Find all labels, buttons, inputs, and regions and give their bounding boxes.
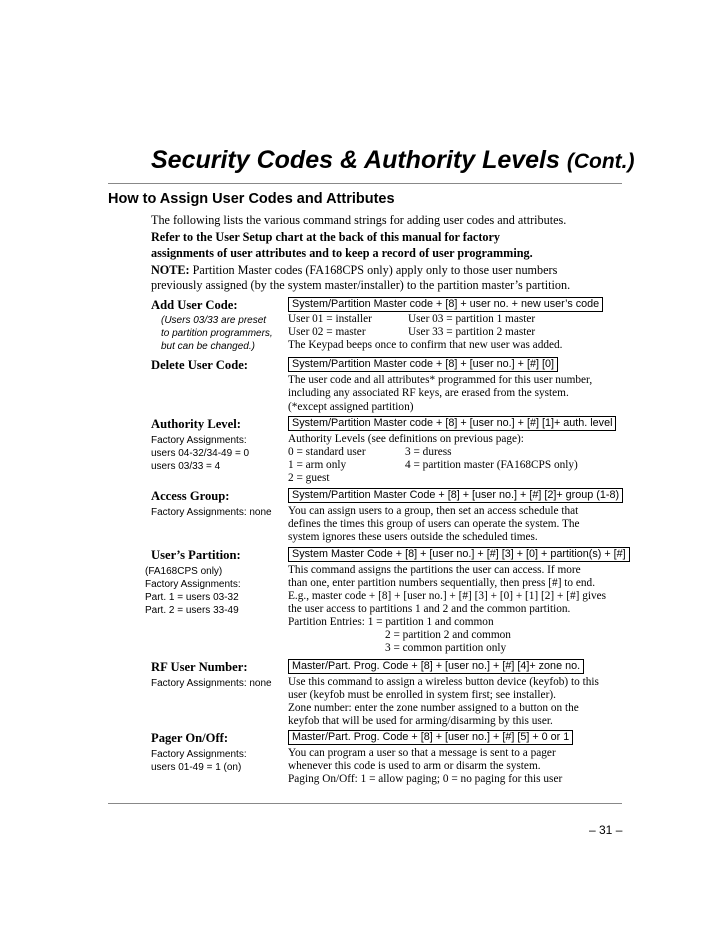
- authority-desc: 0 = standard user 3 = duress: [288, 446, 452, 458]
- rf-desc: user (keyfob must be enrolled in system first; see installer).: [288, 689, 556, 701]
- page-number: – 31 –: [589, 823, 623, 837]
- rf-desc: keyfob that will be used for arming/disarming by this user.: [288, 715, 553, 727]
- rf-label: RF User Number:: [151, 660, 248, 674]
- note-text: Partition Master codes (FA168CPS only) apply only to those user numbers: [189, 263, 558, 277]
- authority-note: Factory Assignments:: [151, 435, 247, 446]
- access-desc: system ignores these users outside the scheduled times.: [288, 531, 538, 543]
- authority-desc: 2 = guest: [288, 472, 330, 484]
- access-desc: defines the times this group of users can operate the system. The: [288, 518, 580, 530]
- section-heading: How to Assign User Codes and Attributes: [108, 191, 395, 207]
- pager-desc: Paging On/Off: 1 = allow paging; 0 = no paging for this user: [288, 773, 563, 785]
- partition-command: System Master Code + [8] + [user no.] + [#] [3] + [0] + partition(s) + [#]: [288, 547, 630, 562]
- pager-command: Master/Part. Prog. Code + [8] + [user no.] + [#] [5] + 0 or 1: [288, 730, 573, 745]
- access-desc: You can assign users to a group, then set an access schedule that: [288, 505, 579, 517]
- add-user-label: Add User Code:: [151, 298, 238, 312]
- authority-desc: 1 = arm only 4 = partition master (FA168CPS only): [288, 459, 578, 471]
- delete-user-desc: (*except assigned partition): [288, 401, 414, 413]
- access-label: Access Group:: [151, 489, 230, 503]
- delete-user-desc: including any associated RF keys, are erased from the system.: [288, 387, 569, 399]
- pager-note: users 01-49 = 1 (on): [151, 762, 242, 773]
- partition-desc: Partition Entries: 1 = partition 1 and common: [288, 616, 494, 628]
- partition-note: Part. 2 = users 33-49: [145, 605, 239, 616]
- partition-desc: 3 = common partition only: [385, 642, 507, 654]
- title-text: Security Codes & Authority Levels: [151, 146, 560, 174]
- partition-desc: This command assigns the partitions the user can access. If more: [288, 564, 581, 576]
- intro-line: The following lists the various command strings for adding user codes and attributes.: [151, 213, 567, 227]
- rf-desc: Use this command to assign a wireless button device (keyfob) to this: [288, 676, 599, 688]
- partition-desc: E.g., master code + [8] + [user no.] + [#] [3] + [0] + [1] [2] + [#] gives: [288, 590, 607, 602]
- rf-note: Factory Assignments: none: [151, 678, 272, 689]
- title-continued: (Cont.): [566, 150, 635, 173]
- partition-desc: the user access to partitions 1 and 2 and the common partition.: [288, 603, 571, 615]
- delete-user-desc: The user code and all attributes* programmed for this user number,: [288, 374, 593, 386]
- add-user-command: System/Partition Master code + [8] + user no. + new user’s code: [288, 297, 603, 312]
- add-user-desc: The Keypad beeps once to confirm that new user was added.: [288, 339, 563, 351]
- partition-desc: 2 = partition 2 and common: [385, 629, 511, 641]
- intro-note-line: previously assigned (by the system master/installer) to the partition master’s partition.: [151, 278, 571, 292]
- partition-desc: than one, enter partition numbers sequentially, then press [#] to end.: [288, 577, 596, 589]
- intro-bold-line: assignments of user attributes and to keep a record of user programming.: [151, 246, 533, 260]
- authority-note: users 03/33 = 4: [151, 461, 221, 472]
- pager-note: Factory Assignments:: [151, 749, 247, 760]
- add-user-note: (Users 03/33 are preset: [161, 315, 267, 326]
- delete-user-label: Delete User Code:: [151, 358, 248, 372]
- partition-note: Part. 1 = users 03-32: [145, 592, 239, 603]
- authority-command: System/Partition Master code + [8] + [user no.] + [#] [1]+ auth. level: [288, 416, 616, 431]
- partition-note: Factory Assignments:: [145, 579, 241, 590]
- authority-note: users 04-32/34-49 = 0: [151, 448, 250, 459]
- add-user-note: but can be changed.): [161, 341, 255, 352]
- partition-label: User’s Partition:: [151, 548, 241, 562]
- authority-desc: Authority Levels (see definitions on previous page):: [288, 433, 524, 445]
- pager-desc: You can program a user so that a message is sent to a pager: [288, 747, 556, 759]
- authority-label: Authority Level:: [151, 417, 241, 431]
- title-rule: [108, 183, 622, 184]
- pager-desc: whenever this code is used to arm or disarm the system.: [288, 760, 541, 772]
- rf-command: Master/Part. Prog. Code + [8] + [user no.] + [#] [4]+ zone no.: [288, 659, 584, 674]
- footer-rule: [108, 803, 622, 804]
- pager-label: Pager On/Off:: [151, 731, 229, 745]
- intro-note: [151, 263, 557, 278]
- note-label: NOTE:: [151, 263, 190, 277]
- access-command: System/Partition Master Code + [8] + [user no.] + [#] [2]+ group (1-8): [288, 488, 623, 503]
- add-user-note: to partition programmers,: [161, 328, 273, 339]
- intro-bold-line: Refer to the User Setup chart at the back of this manual for factory: [151, 230, 500, 244]
- delete-user-command: System/Partition Master code + [8] + [user no.] + [#] [0]: [288, 357, 558, 372]
- rf-desc: Zone number: enter the zone number assigned to a button on the: [288, 702, 579, 714]
- add-user-desc: User 01 = installer User 03 = partition 1 master: [288, 313, 536, 325]
- access-note: Factory Assignments: none: [151, 507, 272, 518]
- partition-note: (FA168CPS only): [145, 566, 223, 577]
- add-user-desc: User 02 = master User 33 = partition 2 master: [288, 326, 536, 338]
- page-title: [151, 146, 635, 175]
